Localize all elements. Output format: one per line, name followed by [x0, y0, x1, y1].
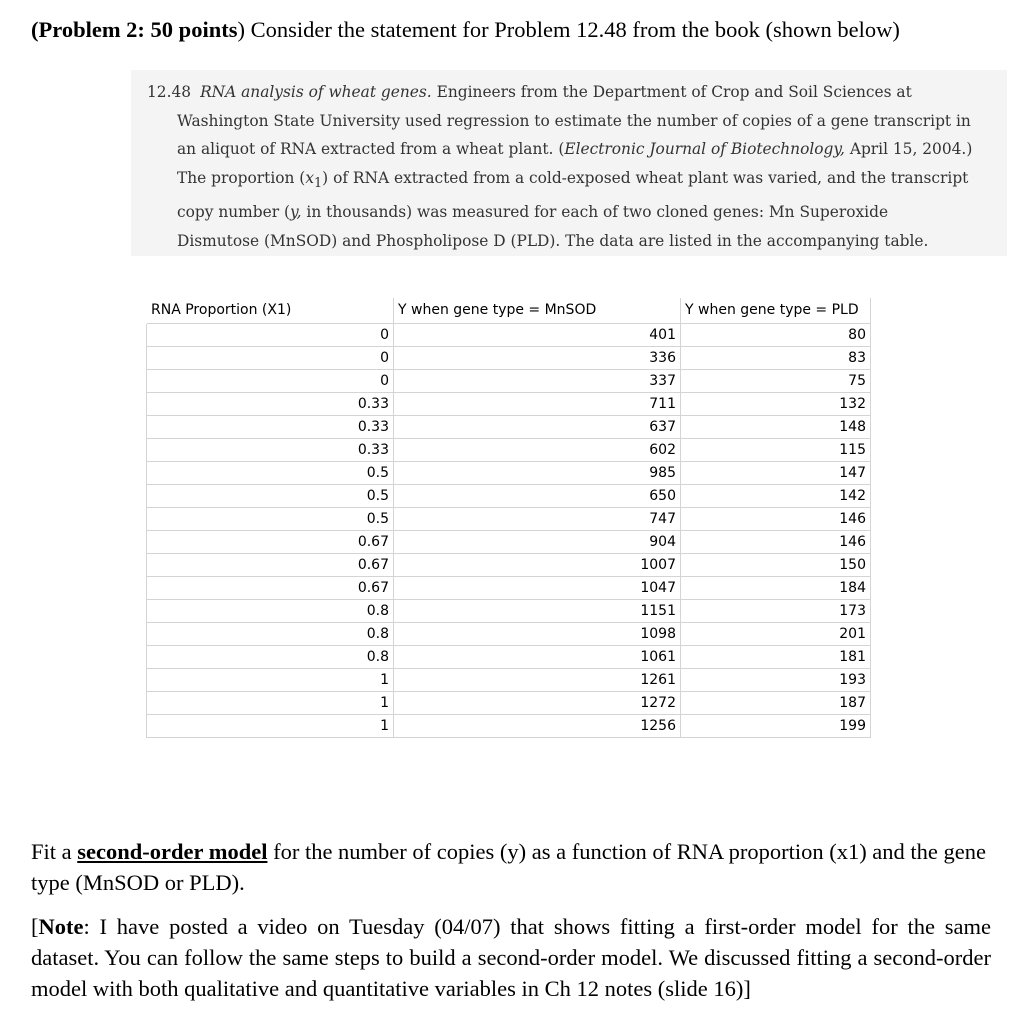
table-row [147, 668, 871, 691]
table-row [147, 530, 871, 553]
rna-proportion-cell: 0.67 [147, 530, 394, 553]
note-bracket: [ [31, 914, 39, 939]
y-mnsod-cell: 650 [394, 484, 681, 507]
rna-proportion-cell: 0.5 [147, 461, 394, 484]
y-pld-cell: 146 [681, 530, 871, 553]
table-row [147, 599, 871, 622]
y-pld-cell: 146 [681, 507, 871, 530]
table-row [147, 346, 871, 369]
table-row [147, 323, 871, 346]
data-table [146, 298, 871, 738]
rna-proportion-cell: 0.5 [147, 507, 394, 530]
table-row [147, 553, 871, 576]
var-x: x [305, 168, 314, 187]
header-y-mnsod: Y when gene type = MnSOD [394, 298, 681, 323]
y-mnsod-cell: 747 [394, 507, 681, 530]
book-line-3-b: April 15, 2004.) [844, 140, 973, 159]
y-pld-cell: 184 [681, 576, 871, 599]
rna-proportion-cell: 0 [147, 369, 394, 392]
table-row [147, 622, 871, 645]
y-pld-cell: 80 [681, 323, 871, 346]
y-pld-cell: 115 [681, 438, 871, 461]
y-mnsod-cell: 711 [394, 392, 681, 415]
y-pld-cell: 142 [681, 484, 871, 507]
y-pld-cell: 83 [681, 346, 871, 369]
table-row [147, 484, 871, 507]
book-line-5-b: in thousands) was measured for each of two cloned genes: Mn Superoxide [301, 203, 889, 222]
rna-proportion-cell: 0 [147, 346, 394, 369]
y-pld-cell: 132 [681, 392, 871, 415]
y-pld-cell: 147 [681, 461, 871, 484]
var-y: y, [289, 203, 302, 222]
header-y-pld: Y when gene type = PLD [681, 298, 871, 323]
table-row [147, 576, 871, 599]
table-row [147, 714, 871, 737]
table-row [147, 415, 871, 438]
book-line-5-a: copy number ( [177, 203, 290, 222]
note-label: Note [38, 914, 84, 939]
rna-proportion-cell: 1 [147, 691, 394, 714]
y-pld-cell: 150 [681, 553, 871, 576]
y-mnsod-cell: 1256 [394, 714, 681, 737]
instruction-text-a: Fit a [31, 839, 78, 864]
y-pld-cell: 187 [681, 691, 871, 714]
y-mnsod-cell: 336 [394, 346, 681, 369]
book-line-4-a: The proportion ( [177, 168, 306, 187]
instruction-paragraph [31, 836, 991, 898]
rna-proportion-cell: 0.5 [147, 484, 394, 507]
y-mnsod-cell: 337 [394, 369, 681, 392]
y-mnsod-cell: 1098 [394, 622, 681, 645]
note-text: : I have posted a video on Tuesday (04/07) that shows fitting a first-order model for the same dataset. You can follow the same steps to build a second-order model. We discussed fitting a second-order model with both qualitative and quantitative variables in Ch 12 notes (slide 16)] [31, 914, 991, 1001]
rna-proportion-cell: 0.8 [147, 622, 394, 645]
table-header-row [147, 298, 871, 323]
y-pld-cell: 199 [681, 714, 871, 737]
y-mnsod-cell: 401 [394, 323, 681, 346]
y-pld-cell: 201 [681, 622, 871, 645]
instruction-text-b: for the number of copies (y) as a function of RNA proportion (x1) and the gene type (MnSOD or PLD). [31, 839, 987, 895]
rna-proportion-cell: 0.33 [147, 392, 394, 415]
y-pld-cell: 75 [681, 369, 871, 392]
table-row [147, 507, 871, 530]
second-order-model-emphasis: second-order model [77, 839, 268, 864]
note-paragraph [31, 911, 991, 1004]
rna-proportion-cell: 0.67 [147, 553, 394, 576]
book-line-3-a: an aliquot of RNA extracted from a wheat plant. ( [177, 140, 565, 159]
y-pld-cell: 193 [681, 668, 871, 691]
y-mnsod-cell: 985 [394, 461, 681, 484]
rna-proportion-cell: 0.8 [147, 645, 394, 668]
book-line-5 [177, 198, 997, 227]
table-row [147, 392, 871, 415]
book-line-4-b: ) of RNA extracted from a cold-exposed wheat plant was varied, and the transcript [322, 168, 969, 187]
y-pld-cell: 148 [681, 415, 871, 438]
y-mnsod-cell: 1272 [394, 691, 681, 714]
y-mnsod-cell: 637 [394, 415, 681, 438]
book-line-4 [177, 164, 997, 199]
table-row [147, 369, 871, 392]
rna-proportion-cell: 1 [147, 714, 394, 737]
instructions [31, 836, 991, 1004]
y-mnsod-cell: 1061 [394, 645, 681, 668]
y-mnsod-cell: 602 [394, 438, 681, 461]
table-row [147, 461, 871, 484]
rna-proportion-cell: 0 [147, 323, 394, 346]
problem-heading [31, 14, 900, 46]
book-line-2: Washington State University used regression to estimate the number of copies of a gene transcript in [177, 111, 971, 130]
book-line-3 [177, 135, 997, 164]
y-pld-cell: 181 [681, 645, 871, 668]
book-excerpt [131, 70, 1007, 256]
problem-heading-text: ) Consider the statement for Problem 12.48 from the book (shown below) [237, 17, 900, 42]
journal-name: Electronic Journal of Biotechnology, [564, 140, 845, 159]
y-pld-cell: 173 [681, 599, 871, 622]
rna-proportion-cell: 0.67 [147, 576, 394, 599]
rna-proportion-cell: 0.33 [147, 415, 394, 438]
table-row [147, 438, 871, 461]
y-mnsod-cell: 1007 [394, 553, 681, 576]
problem-number: 12.48 [147, 83, 192, 101]
rna-proportion-cell: 0.8 [147, 599, 394, 622]
table-row [147, 645, 871, 668]
problem-title: RNA analysis of wheat genes. [200, 83, 432, 101]
table-row [147, 691, 871, 714]
problem-points-label: (Problem 2: 50 points [31, 17, 238, 42]
y-mnsod-cell: 1261 [394, 668, 681, 691]
book-line-6: Dismutose (MnSOD) and Phospholipose D (PLD). The data are listed in the accompanying table. [177, 232, 929, 251]
header-rna-proportion: RNA Proportion (X1) [147, 298, 394, 323]
rna-proportion-cell: 1 [147, 668, 394, 691]
y-mnsod-cell: 1151 [394, 599, 681, 622]
book-line-1 [147, 78, 997, 107]
y-mnsod-cell: 904 [394, 530, 681, 553]
y-mnsod-cell: 1047 [394, 576, 681, 599]
book-line-1-text: Engineers from the Department of Crop and Soil Sciences at [436, 83, 912, 101]
rna-proportion-cell: 0.33 [147, 438, 394, 461]
var-x-subscript: 1 [314, 175, 323, 191]
